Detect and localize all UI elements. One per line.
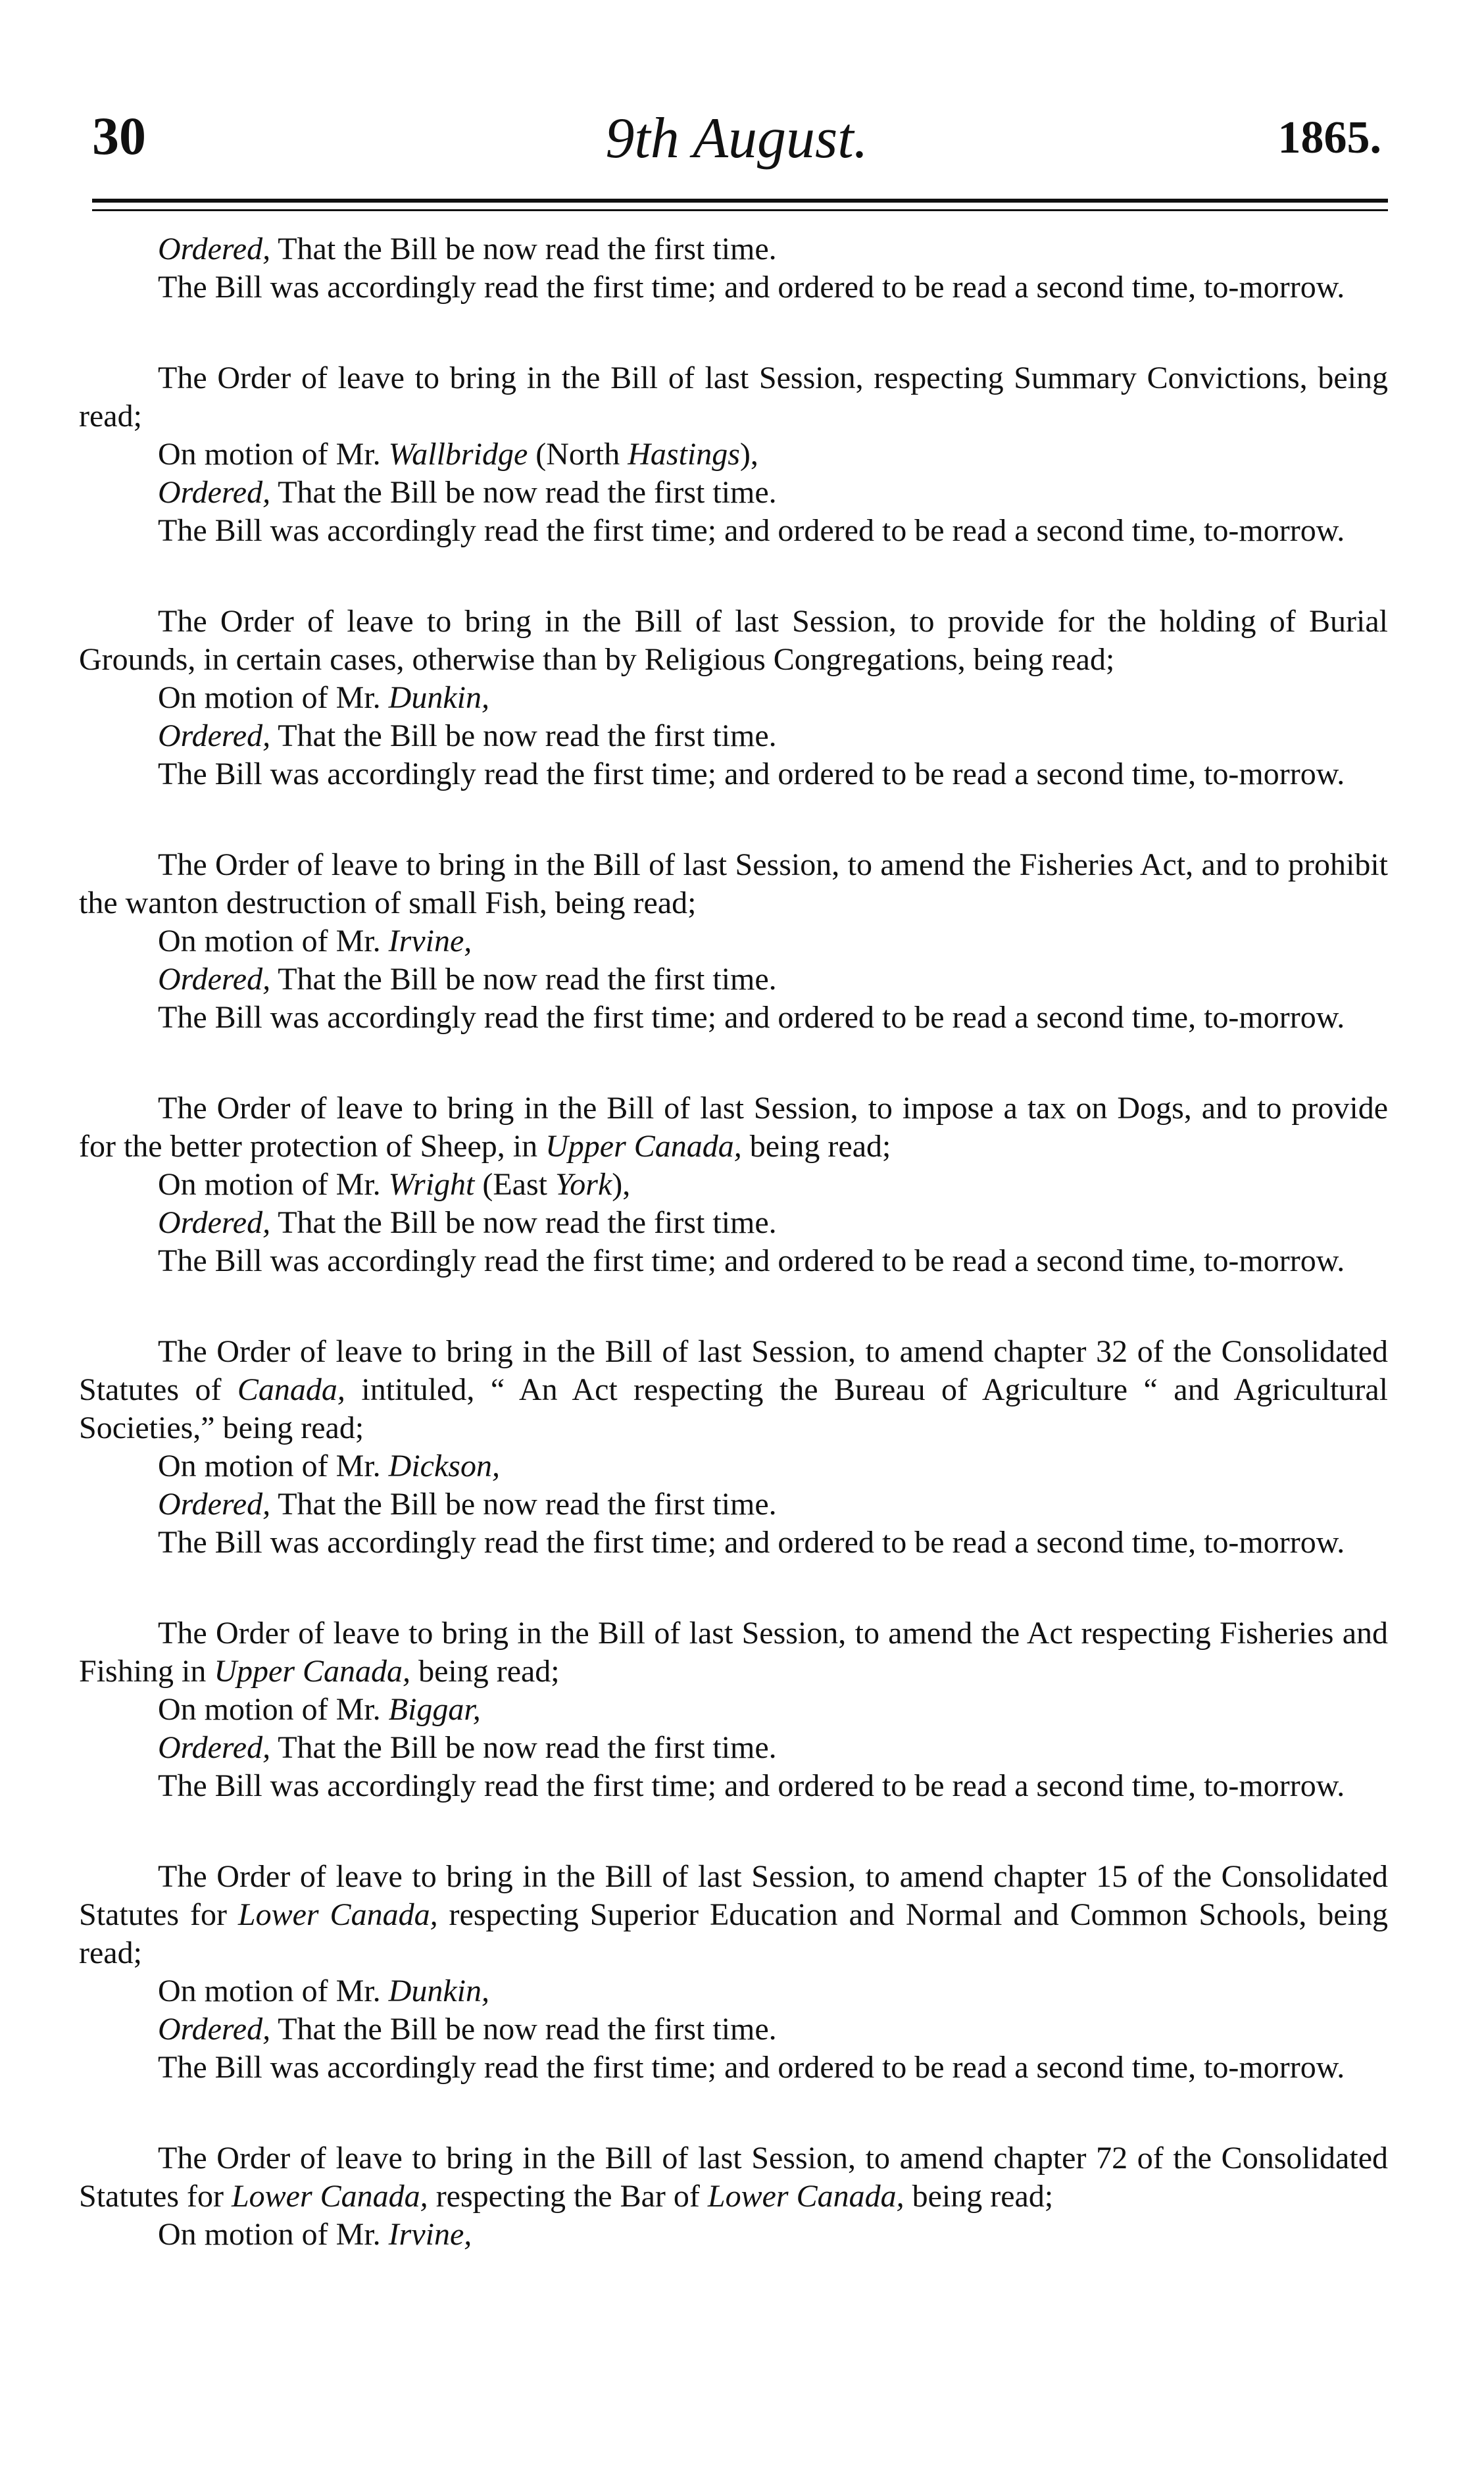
journal-entry (79, 230, 1388, 307)
journal-entry (79, 603, 1388, 793)
journal-entry (79, 359, 1388, 550)
journal-entry (79, 1333, 1388, 1562)
order-lead: The Order of leave to bring in the Bill of last Session, to amend chapter 15 of the Consolidated Statutes for Lower Canada, respecting Superior Education and Normal and Common Schools, being read; (79, 1859, 1388, 1970)
page-number: 30 (92, 106, 146, 166)
ordered-line: Ordered, That the Bill be now read the first time. (158, 232, 777, 266)
motion-line: On motion of Mr. Biggar, (158, 1692, 481, 1727)
page-date-title: 9th August. (605, 107, 868, 170)
result-line: The Bill was accordingly read the first time; and ordered to be read a second time, to-morrow. (158, 2050, 1345, 2085)
journal-entry (79, 1858, 1388, 2087)
ordered-line: Ordered, That the Bill be now read the first time. (158, 1205, 777, 1240)
order-lead: The Order of leave to bring in the Bill of last Session, to amend chapter 32 of the Consolidated Statutes of Canada, intituled, “ An Act respecting the Bureau of Agriculture “ and Agricultural Societies,” being read; (79, 1334, 1389, 1445)
motion-line: On motion of Mr. Dunkin, (158, 1974, 489, 2008)
motion-line: On motion of Mr. Wright (East York), (158, 1167, 631, 1202)
header-rule-thick (92, 199, 1388, 203)
ordered-line: Ordered, That the Bill be now read the first time. (158, 962, 777, 997)
result-line: The Bill was accordingly read the first time; and ordered to be read a second time, to-morrow. (158, 513, 1345, 548)
result-line: The Bill was accordingly read the first time; and ordered to be read a second time, to-morrow. (158, 270, 1345, 305)
ordered-line: Ordered, That the Bill be now read the first time. (158, 475, 777, 510)
order-lead: The Order of leave to bring in the Bill of last Session, to amend chapter 72 of the Consolidated Statutes for Lower Canada, respecting the Bar of Lower Canada, being read; (79, 2141, 1388, 2214)
motion-line: On motion of Mr. Irvine, (158, 924, 472, 959)
journal-entry (79, 1614, 1388, 1805)
ordered-line: Ordered, That the Bill be now read the first time. (158, 2012, 777, 2047)
result-line: The Bill was accordingly read the first time; and ordered to be read a second time, to-morrow. (158, 1525, 1345, 1560)
journal-body (79, 230, 1388, 2306)
motion-line: On motion of Mr. Dunkin, (158, 680, 489, 715)
result-line: The Bill was accordingly read the first time; and ordered to be read a second time, to-morrow. (158, 1768, 1345, 1803)
result-line: The Bill was accordingly read the first time; and ordered to be read a second time, to-morrow. (158, 1243, 1345, 1278)
page-header (92, 105, 1381, 178)
motion-line: On motion of Mr. Irvine, (158, 2217, 472, 2252)
order-lead: The Order of leave to bring in the Bill of last Session, to amend the Fisheries Act, and to prohibit the wanton destruction of small Fish, being read; (79, 847, 1388, 920)
page-year: 1865. (1277, 112, 1381, 163)
ordered-line: Ordered, That the Bill be now read the first time. (158, 1730, 777, 1765)
journal-entry (79, 2139, 1388, 2254)
journal-entry (79, 1089, 1388, 1280)
motion-line: On motion of Mr. Wallbridge (North Hastings), (158, 437, 758, 472)
result-line: The Bill was accordingly read the first time; and ordered to be read a second time, to-morrow. (158, 757, 1345, 791)
ordered-line: Ordered, That the Bill be now read the first time. (158, 1487, 777, 1522)
order-lead: The Order of leave to bring in the Bill of last Session, respecting Summary Convictions, being read; (79, 361, 1388, 434)
header-rule-thin (92, 209, 1388, 211)
result-line: The Bill was accordingly read the first time; and ordered to be read a second time, to-morrow. (158, 1000, 1345, 1035)
ordered-line: Ordered, That the Bill be now read the first time. (158, 718, 777, 753)
order-lead: The Order of leave to bring in the Bill of last Session, to provide for the holding of Burial Grounds, in certain cases, otherwise than by Religious Congregations, being read; (79, 604, 1388, 677)
journal-entry (79, 846, 1388, 1037)
order-lead: The Order of leave to bring in the Bill of last Session, to amend the Act respecting Fisheries and Fishing in Upper Canada, being read; (79, 1616, 1388, 1689)
motion-line: On motion of Mr. Dickson, (158, 1449, 500, 1483)
order-lead: The Order of leave to bring in the Bill of last Session, to impose a tax on Dogs, and to provide for the better protection of Sheep, in Upper Canada, being read; (79, 1091, 1388, 1164)
